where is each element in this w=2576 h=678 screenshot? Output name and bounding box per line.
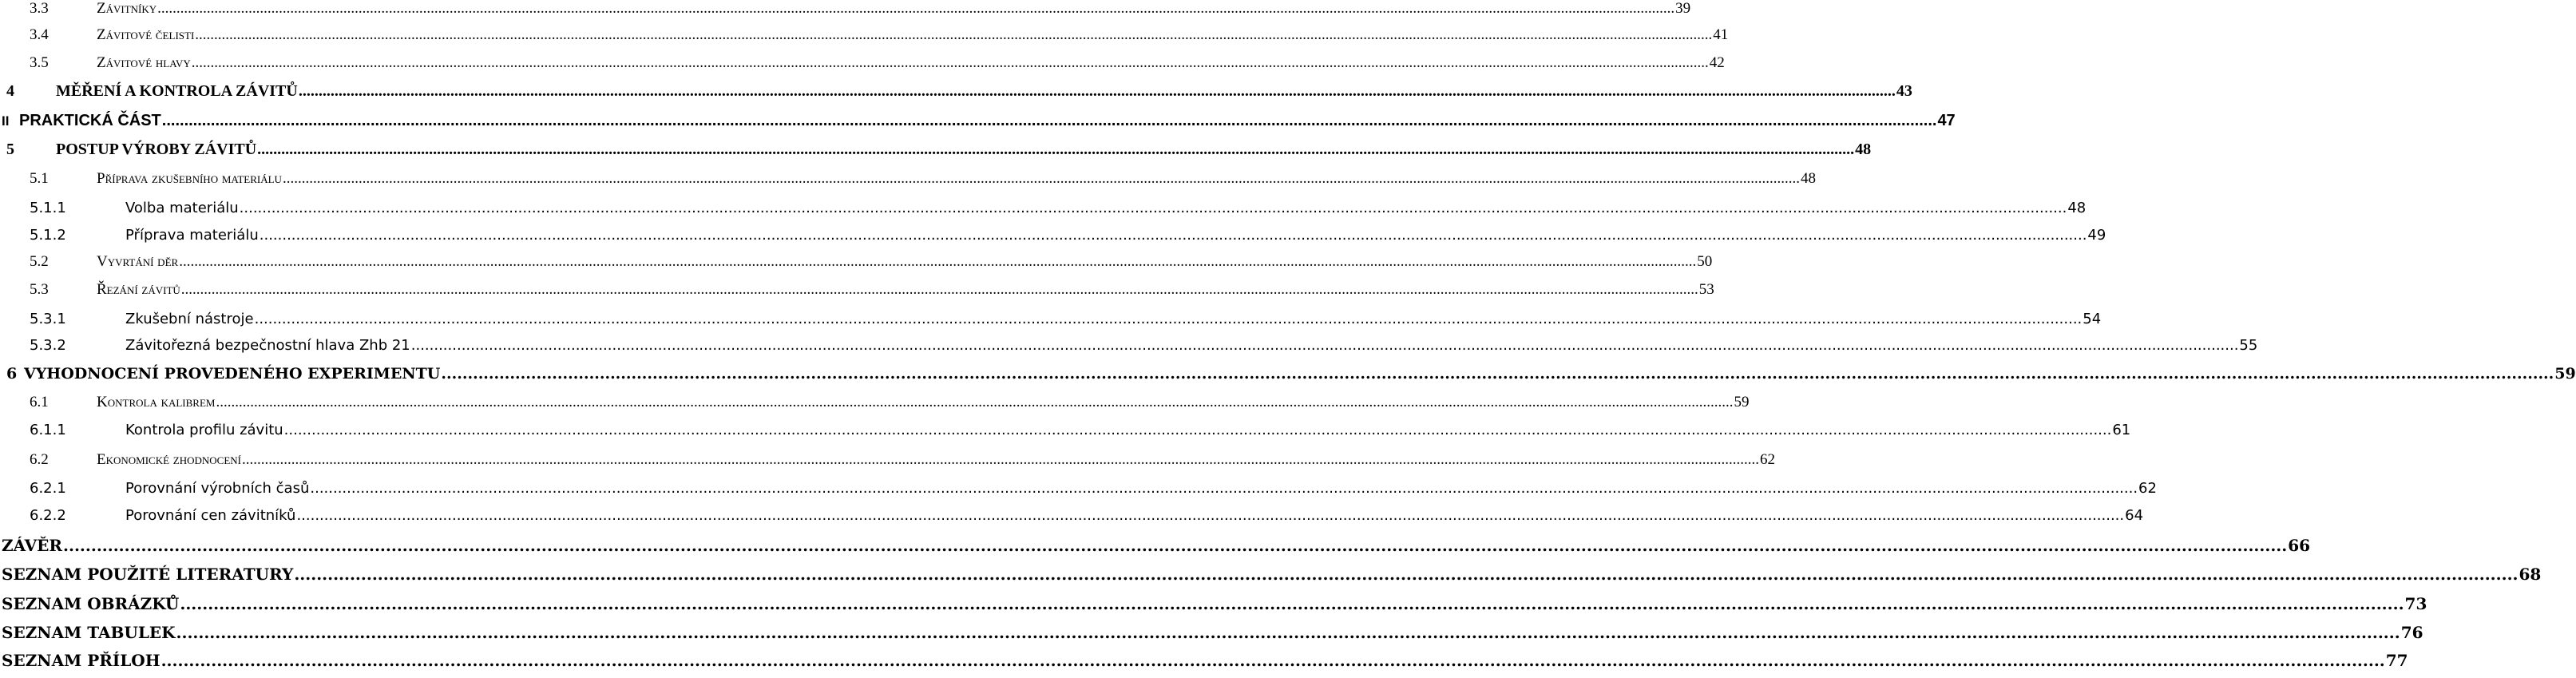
dot-leader: ................................................................................................................................................................................................................................................................................................................................................................................................................ xyxy=(195,26,1713,43)
toc-entry-page: 53 xyxy=(1698,281,1714,298)
toc-entry-page: 62 xyxy=(1760,451,1776,468)
toc-entry-page: 59 xyxy=(2554,365,2576,383)
toc-entry-title: Řezání závitů xyxy=(97,281,180,298)
toc-entry-title: Ekonomické zhodnocení xyxy=(97,451,242,468)
toc-entry-title: SEZNAM TABULEK xyxy=(2,623,176,642)
dot-leader: ................................................................................................................................................................................................................................................................................................................................................................................................................ xyxy=(441,365,2554,383)
dot-leader: ................................................................................................................................................................................................................................................................................................................................................................................................................ xyxy=(191,54,1709,71)
dot-leader: ................................................................................................................................................................................................................................................................................................................................................................................................................ xyxy=(254,311,2083,327)
dot-leader: ................................................................................................................................................................................................................................................................................................................................................................................................................ xyxy=(296,507,2125,524)
toc-entry-title: POSTUP VÝROBY ZÁVITŮ xyxy=(56,141,257,158)
dot-leader: ................................................................................................................................................................................................................................................................................................................................................................................................................ xyxy=(176,623,2400,642)
dot-leader: ................................................................................................................................................................................................................................................................................................................................................................................................................ xyxy=(310,480,2138,497)
toc-entry-title: Volba materiálu xyxy=(125,200,239,216)
dot-leader: ................................................................................................................................................................................................................................................................................................................................................................................................................ xyxy=(294,565,2519,584)
toc-entry-number: 5.1 xyxy=(30,170,49,187)
toc-entry[interactable] xyxy=(2,536,2311,563)
toc-entry-title: Porovnání cen závitníků xyxy=(125,507,296,524)
toc-entry-title: PRAKTICKÁ ČÁST xyxy=(19,112,161,129)
toc-entry-page: 77 xyxy=(2385,651,2408,670)
toc-entry-page: 50 xyxy=(1697,253,1713,270)
toc-entry[interactable] xyxy=(30,422,2131,449)
toc-entry[interactable] xyxy=(30,480,2157,507)
toc-entry-title: Závitové čelisti xyxy=(97,26,195,43)
toc-entry-page: 43 xyxy=(1896,82,1912,100)
toc-entry-title: Kontrola profilu závitu xyxy=(125,422,283,438)
toc-entry[interactable] xyxy=(30,227,2106,254)
toc-entry-page: 48 xyxy=(2067,200,2087,216)
dot-leader: ................................................................................................................................................................................................................................................................................................................................................................................................................ xyxy=(410,337,2239,354)
toc-entry-number: 6.2.2 xyxy=(30,507,66,524)
toc-entry-number: 6.1 xyxy=(30,394,49,410)
toc-entry-page: 39 xyxy=(1675,0,1691,17)
toc-entry-title: SEZNAM PŘÍLOH xyxy=(2,651,161,670)
toc-entry[interactable] xyxy=(30,451,1776,478)
dot-leader: ................................................................................................................................................................................................................................................................................................................................................................................................................ xyxy=(298,82,1896,100)
toc-entry-page: 68 xyxy=(2519,565,2542,584)
toc-entry[interactable] xyxy=(2,112,1956,139)
toc-entry-number: 5 xyxy=(6,141,14,158)
toc-entry-title: Příprava materiálu xyxy=(125,227,259,244)
toc-entry[interactable] xyxy=(30,253,1713,280)
toc-entry[interactable] xyxy=(30,507,2144,534)
toc-entry-page: 61 xyxy=(2112,422,2131,438)
toc-entry-title: Závitové hlavy xyxy=(97,54,191,71)
toc-entry-title: Porovnání výrobních časů xyxy=(125,480,310,497)
toc-entry-page: 76 xyxy=(2400,623,2423,642)
dot-leader: ................................................................................................................................................................................................................................................................................................................................................................................................................ xyxy=(282,170,1800,187)
toc-entry[interactable] xyxy=(6,141,1872,168)
toc-entry-number: II xyxy=(2,113,10,129)
toc-entry-title: Vyvrtání děr xyxy=(97,253,179,270)
dot-leader: ................................................................................................................................................................................................................................................................................................................................................................................................................ xyxy=(161,651,2385,670)
toc-entry[interactable] xyxy=(30,311,2102,338)
toc-entry-title: Závitníky xyxy=(97,0,157,17)
toc-entry-number: 6 xyxy=(6,365,18,383)
toc-entry-title: MĚŘENÍ A KONTROLA ZÁVITŮ xyxy=(56,82,298,100)
toc-entry-page: 42 xyxy=(1709,54,1725,71)
toc-entry-title: SEZNAM OBRÁZKŮ xyxy=(2,594,180,613)
toc-entry-number: 5.3.1 xyxy=(30,311,66,327)
toc-entry-title: Příprava zkušebního materiálu xyxy=(97,170,282,187)
dot-leader: ................................................................................................................................................................................................................................................................................................................................................................................................................ xyxy=(239,200,2067,216)
toc-entry-page: 48 xyxy=(1855,141,1872,158)
toc-entry-page: 55 xyxy=(2239,337,2258,354)
toc-entry[interactable] xyxy=(30,200,2087,227)
toc-entry[interactable] xyxy=(6,82,1912,109)
toc-entry-number: 5.1.2 xyxy=(30,227,66,244)
toc-entry[interactable] xyxy=(2,651,2408,678)
toc-entry-page: 47 xyxy=(1937,112,1956,129)
toc-entry-page: 64 xyxy=(2125,507,2144,524)
toc-entry-number: 6.1.1 xyxy=(30,422,66,438)
toc-entry-title: Zkušební nástroje xyxy=(125,311,254,327)
toc-entry[interactable] xyxy=(30,54,1725,81)
dot-leader: ................................................................................................................................................................................................................................................................................................................................................................................................................ xyxy=(259,227,2087,244)
toc-entry[interactable] xyxy=(30,281,1714,308)
toc-entry[interactable] xyxy=(30,26,1729,54)
toc-entry-title: Závitořezná bezpečnostní hlava Zhb 21 xyxy=(125,337,410,354)
dot-leader: ................................................................................................................................................................................................................................................................................................................................................................................................................ xyxy=(216,394,1734,410)
toc-entry-page: 59 xyxy=(1734,394,1750,410)
toc-entry-number: 5.2 xyxy=(30,253,49,270)
toc-entry-title: VYHODNOCENÍ PROVEDENÉHO EXPERIMENTU xyxy=(24,365,441,383)
toc-entry-number: 3.4 xyxy=(30,26,49,43)
toc-entry-title: Kontrola kalibrem xyxy=(97,394,216,410)
toc-entry-page: 49 xyxy=(2087,227,2106,244)
dot-leader: ................................................................................................................................................................................................................................................................................................................................................................................................................ xyxy=(179,253,1697,270)
toc-entry-title: SEZNAM POUŽITÉ LITERATURY xyxy=(2,565,294,584)
toc-entry-number: 6.2.1 xyxy=(30,480,66,497)
toc-entry-page: 54 xyxy=(2083,311,2102,327)
dot-leader: ................................................................................................................................................................................................................................................................................................................................................................................................................ xyxy=(257,141,1855,158)
toc-entry[interactable] xyxy=(6,365,2576,392)
toc-entry-page: 41 xyxy=(1713,26,1729,43)
toc-entry-page: 73 xyxy=(2404,594,2427,613)
toc-entry-number: 5.1.1 xyxy=(30,200,66,216)
toc-entry-number: 6.2 xyxy=(30,451,49,468)
toc-entry[interactable] xyxy=(30,0,1691,27)
toc-entry-page: 62 xyxy=(2138,480,2157,497)
toc-entry-number: 5.3.2 xyxy=(30,337,66,354)
toc-entry-number: 3.5 xyxy=(30,54,49,71)
toc-entry[interactable] xyxy=(30,337,2258,364)
dot-leader: ................................................................................................................................................................................................................................................................................................................................................................................................................ xyxy=(63,536,2288,555)
dot-leader: ................................................................................................................................................................................................................................................................................................................................................................................................................ xyxy=(283,422,2112,438)
dot-leader: ................................................................................................................................................................................................................................................................................................................................................................................................................ xyxy=(157,0,1675,17)
dot-leader: ................................................................................................................................................................................................................................................................................................................................................................................................................ xyxy=(180,281,1698,298)
dot-leader: ................................................................................................................................................................................................................................................................................................................................................................................................................ xyxy=(242,451,1760,468)
toc-entry[interactable] xyxy=(2,565,2542,592)
dot-leader: ................................................................................................................................................................................................................................................................................................................................................................................................................ xyxy=(161,112,1937,129)
toc-entry-number: 5.3 xyxy=(30,281,49,298)
toc-entry[interactable] xyxy=(30,170,1816,197)
toc-entry[interactable] xyxy=(30,394,1750,421)
toc-entry-number: 4 xyxy=(6,82,14,100)
toc-entry-title: ZÁVĚR xyxy=(2,536,63,555)
toc-entry[interactable] xyxy=(2,623,2423,650)
dot-leader: ................................................................................................................................................................................................................................................................................................................................................................................................................ xyxy=(180,594,2404,613)
toc-entry-page: 48 xyxy=(1800,170,1816,187)
toc-entry-page: 66 xyxy=(2288,536,2311,555)
toc-entry[interactable] xyxy=(2,594,2427,621)
toc-entry-number: 3.3 xyxy=(30,0,49,17)
